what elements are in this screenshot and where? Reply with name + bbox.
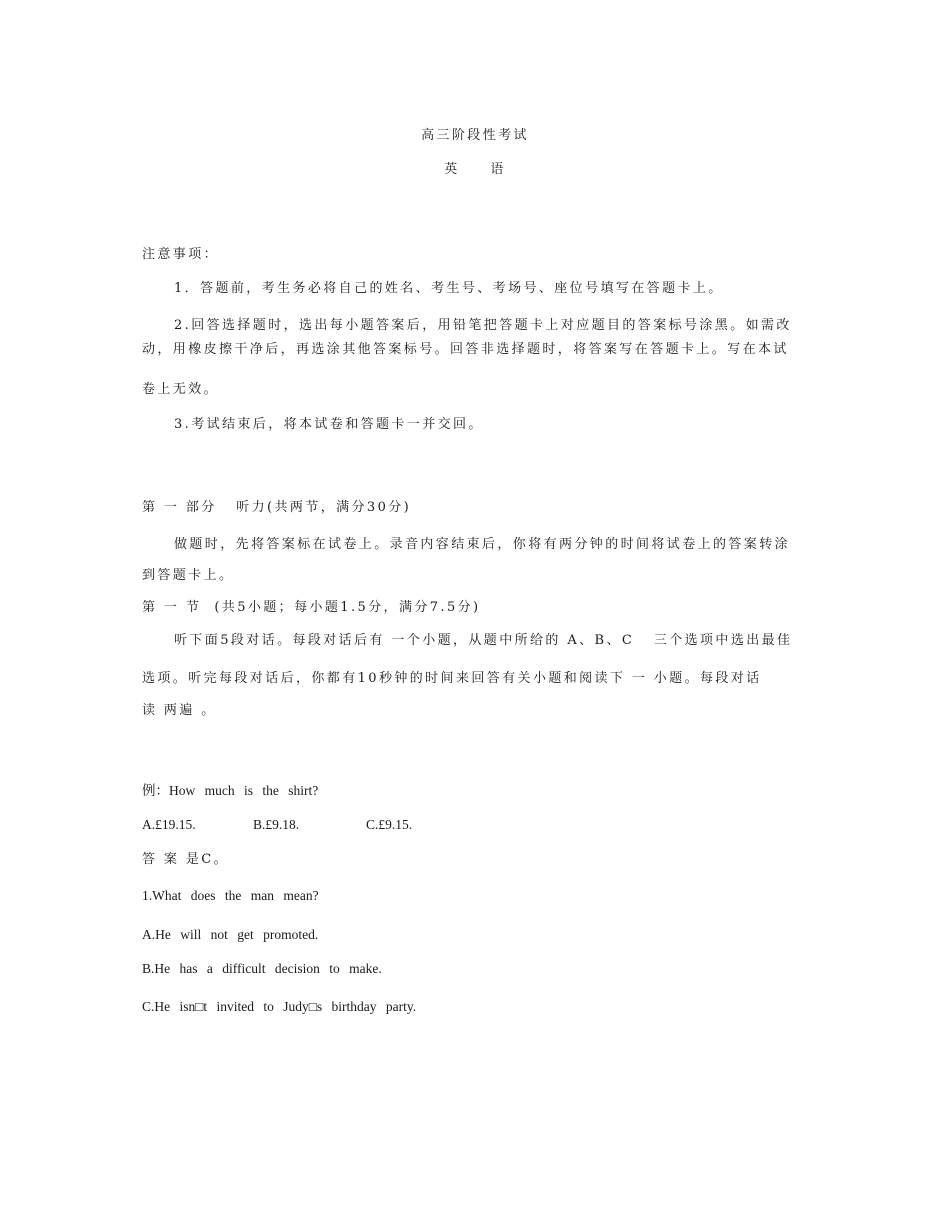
notice-item-1: 1．答题前，考生务必将自己的姓名、考生号、考场号、座位号填写在答题卡上。 [174,281,724,296]
example-question: 例：How much is the shirt? [142,783,319,798]
question-1-stem: 1.What does the man mean? [142,888,319,903]
section1-instruction-line-3: 读 两遍 。 [142,703,217,718]
section1-instruction-line-2: 选项。听完每段对话后，你都有10秒钟的时间来回答有关小题和阅读下 一 小题。每段对话 [142,671,762,686]
part1-instruction-line-1: 做题时，先将答案标在试卷上。录音内容结束后，你将有两分钟的时间将试卷上的答案转涂 [174,537,791,552]
example-answer: 答 案 是C。 [142,852,230,867]
section1-heading: 第 一 节 (共5小题；每小题1.5分，满分7.5分) [142,600,481,615]
part1-instruction-line-2: 到答题卡上。 [142,568,235,583]
question-1-option-b: B.He has a difficult decision to make. [142,961,382,976]
notice-item-2-line-3: 卷上无效。 [142,382,220,397]
subject-title: 英 语 [444,162,506,177]
notice-item-2-line-1: 2.回答选择题时，选出每小题答案后，用铅笔把答题卡上对应题目的答案标号涂黑。如需改 [174,318,792,333]
example-option-b: B.£9.18. [253,817,300,832]
notice-item-2-line-2: 动，用橡皮擦干净后，再选涂其他答案标号。回答非选择题时，将答案写在答题卡上。写在本试 [142,342,789,357]
notice-heading: 注意事项： [142,247,220,262]
section1-instruction-line-1: 听下面5段对话。每段对话后有 一个小题，从题中所给的 A、B、C 三个选项中选出最佳 [174,633,793,648]
exam-title: 高三阶段性考试 [421,128,529,143]
question-1-option-c: C.He isn□t invited to Judy□s birthday party. [142,999,417,1014]
notice-item-3: 3.考试结束后，将本试卷和答题卡一并交回。 [174,417,484,432]
question-1-option-a: A.He will not get promoted. [142,927,319,942]
example-option-c: C.£9.15. [366,817,413,832]
part1-heading: 第 一 部分 听力(共两节，满分30分) [142,500,412,515]
example-option-a: A.£19.15. [142,817,196,832]
